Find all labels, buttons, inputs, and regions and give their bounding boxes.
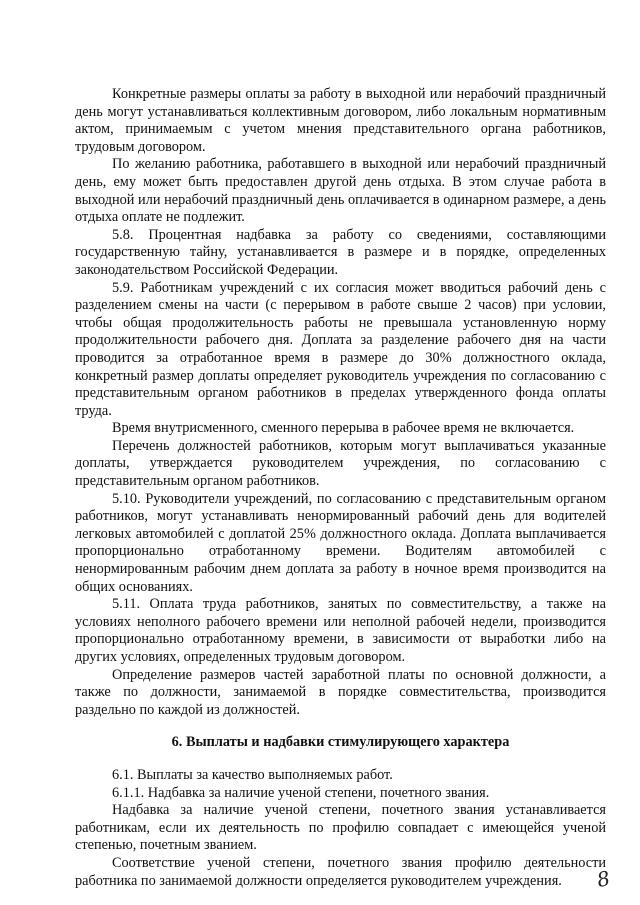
page-number: 8 (594, 865, 613, 893)
paragraph: По желанию работника, работавшего в выходной или нерабочий праздничный день, ему может быть предоставлен другой день отдыха. В этом случае работа в выходной или нерабочий праздничный день оплачивается в одинарном размере, а день отдыха оплате не подлежит. (75, 156, 606, 226)
paragraph: 5.9. Работникам учреждений с их согласия может вводиться рабочий день с разделением смены на части (с перерывом в работе свыше 2 часов) при условии, чтобы общая продолжительность работы не превышала установленную норму продолжительности рабочего дня. Доплата за разделение рабочего дня на части проводится за отработанное время в размере до 30% должностного оклада, конкретный размер доплаты определяет руководитель учреждения по согласованию с представительным органом работников в пределах утвержденного фонда оплаты труда. (75, 279, 606, 419)
paragraph: 5.10. Руководители учреждений, по согласованию с представительным органом работников, могут устанавливать ненормированный рабочий день для водителей легковых автомобилей с доплатой 25% должностного оклада. Доплата выплачивается пропорционально отработанному времени. Водителям автомобилей с ненормированным рабочим днем доплата за работу в ночное время производится на общих основаниях. (75, 490, 606, 595)
section-title: 6. Выплаты и надбавки стимулирующего характера (171, 734, 510, 751)
paragraph: Время внутрисменного, сменного перерыва в рабочее время не включается. (112, 420, 575, 437)
paragraph: 6.1. Выплаты за качество выполняемых работ. (112, 766, 393, 783)
paragraph: Соответствие ученой степени, почетного звания профилю деятельности работника по занимаемой должности определяется руководителем учреждения. (75, 854, 606, 889)
paragraph: Определение размеров частей заработной платы по основной должности, а также по должности, занимаемой в порядке совместительства, производится раздельно по каждой из должностей. (75, 666, 606, 718)
paragraph: 5.8. Процентная надбавка за работу со сведениями, составляющими государственную тайну, устанавливается в размере и в порядке, определенных законодательством Российской Федерации. (75, 226, 606, 278)
paragraph: Конкретные размеры оплаты за работу в выходной или нерабочий праздничный день могут устанавливаться коллективным договором, либо локальным нормативным актом, принимаемым с учетом мнения представительного органа работников, трудовым договором. (75, 86, 606, 155)
document-body (75, 86, 606, 890)
paragraph: 6.1.1. Надбавка за наличие ученой степени, почетного звания. (112, 784, 490, 801)
paragraph: 5.11. Оплата труда работников, занятых по совместительству, а также на условиях неполного рабочего времени или неполной рабочей недели, производится пропорционально отработанному времени, в зависимости от выработки либо на других условиях, определенных трудовым договором. (75, 596, 606, 665)
paragraph: Перечень должностей работников, которым могут выплачиваться указанные доплаты, утверждается руководителем учреждения, по согласованию с представительным органом работников. (75, 437, 606, 490)
paragraph: Надбавка за наличие ученой степени, почетного звания устанавливается работникам, если их деятельность по профилю совпадает с имеющейся ученой степенью, почетным званием. (75, 802, 606, 854)
